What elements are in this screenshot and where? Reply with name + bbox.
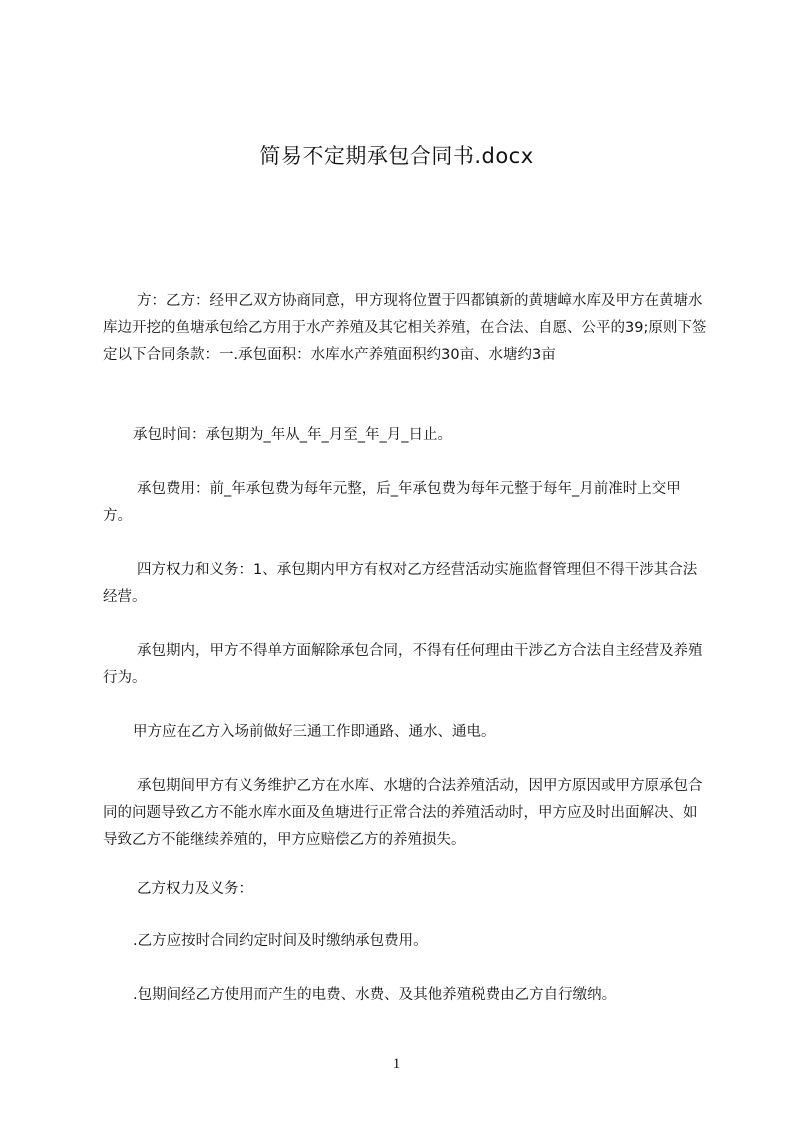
- paragraph-no-termination: 承包期内，甲方不得单方面解除承包合同，不得有任何理由干涉乙方合法自主经营及养殖行为。: [103, 643, 703, 686]
- paragraph-intro: 方：乙方：经甲乙双方协商同意，甲方现将位置于四都镇新的黄塘嶂水库及甲方在黄塘水库边开挖的鱼塘承包给乙方用于水产养殖及其它相关养殖，在合法、自愿、公平的39;原则下签定以下合同条款：一.承包面积：水库水产养殖面积约30亩、水塘约3亩: [103, 293, 707, 363]
- paragraph-contract-term: 承包时间：承包期为_年从_年_月至_年_月_日止。: [133, 427, 452, 443]
- document-title: 简易不定期承包合同书.docx: [259, 144, 534, 168]
- page-number: 1: [392, 1056, 401, 1072]
- paragraph-party-b-costs: .包期间经乙方使用而产生的电费、水费、及其他养殖税费由乙方自行缴纳。: [133, 987, 617, 1003]
- paragraph-contract-fee: 承包费用：前_年承包费为每年元整，后_年承包费为每年元整于每年_月前准时上交甲方。: [103, 481, 681, 524]
- paragraph-party-b-heading: 乙方权力及义务：: [137, 881, 253, 897]
- paragraph-rights-duties: 四方权力和义务：1、承包期内甲方有权对乙方经营活动实施监督管理但不得干涉其合法经营。: [103, 562, 698, 605]
- paragraph-party-b-payment: .乙方应按时合同约定时间及时缴纳承包费用。: [133, 933, 428, 949]
- paragraph-protection: 承包期间甲方有义务维护乙方在水库、水塘的合法养殖活动，因甲方原因或甲方原承包合同的问题导致乙方不能水库水面及鱼塘进行正常合法的养殖活动时，甲方应及时出面解决、如导致乙方不能继续养殖的，甲方应赔偿乙方的养殖损失。: [103, 778, 703, 848]
- paragraph-utilities: 甲方应在乙方入场前做好三通工作即通路、通水、通电。: [133, 724, 496, 740]
